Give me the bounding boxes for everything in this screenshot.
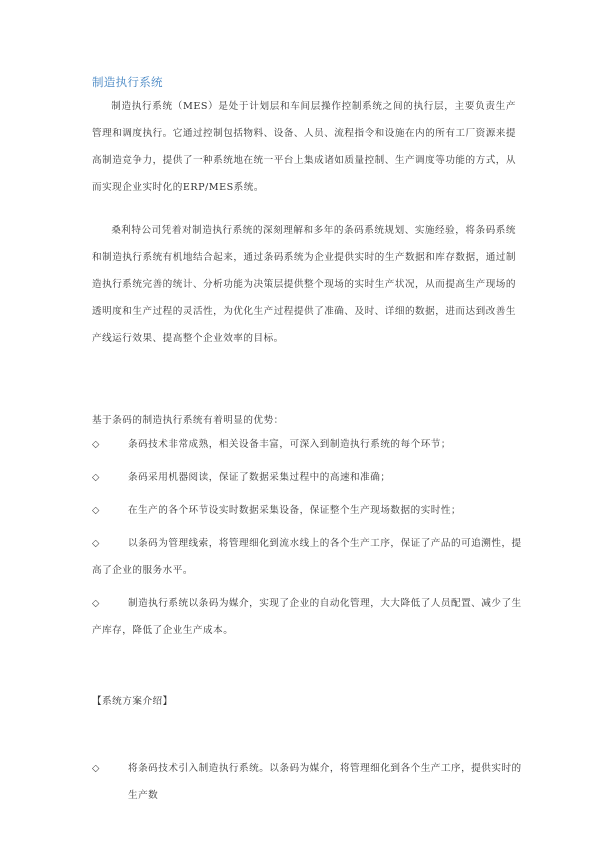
section-heading: 【系统方案介绍】	[92, 696, 173, 707]
advantages-intro: 基于条码的制造执行系统有着明显的优势：	[92, 415, 284, 426]
diamond-bullet-icon: ◇	[92, 763, 100, 774]
diamond-bullet-icon: ◇	[92, 472, 100, 483]
diamond-bullet-icon: ◇	[92, 538, 100, 549]
advantage-text: 条码采用机器阅读，保证了数据采集过程中的高速和准确；	[128, 472, 391, 483]
advantage-text: 条码技术非常成熟，相关设备丰富，可深入到制造执行系统的每个环节；	[128, 439, 451, 450]
advantage-item	[92, 590, 522, 644]
advantage-item	[92, 431, 522, 458]
document-title: 制造执行系统	[92, 75, 163, 89]
advantage-item	[92, 530, 522, 584]
advantage-text: 制造执行系统以条码为媒介，实现了企业的自动化管理，大大降低了人员配置、减少了生产库存，降低了企业生产成本。	[92, 598, 522, 636]
advantages-list	[92, 431, 522, 650]
solution-item	[92, 755, 522, 809]
advantage-text: 在生产的各个环节设实时数据采集设备，保证整个生产现场数据的实时性；	[128, 505, 462, 516]
company-paragraph: 桑利特公司凭着对制造执行系统的深刻理解和多年的条码系统规划、实施经验，将条码系统和制造执行系统有机地结合起来，通过条码系统为企业提供实时的生产数据和库存数据，通过制造执行系统完善的统计、分析功能为决策层提供整个现场的实时生产状况，从而提高生产现场的透明度和生产过程的灵活性，为优化生产过程提供了准确、及时、详细的数据，进而达到改善生产线运行效果、提高整个企业效率的目标。	[92, 225, 516, 344]
diamond-bullet-icon: ◇	[92, 505, 100, 516]
intro-paragraph: 制造执行系统（MES）是处于计划层和车间层操作控制系统之间的执行层，主要负责生产管理和调度执行。它通过控制包括物料、设备、人员、流程指令和设施在内的所有工厂资源来提高制造竞争力，提供了一种系统地在统一平台上集成诸如质量控制、生产调度等功能的方式，从而实现企业实时化的ERP/MES系统。	[92, 101, 516, 193]
diamond-bullet-icon: ◇	[92, 598, 100, 609]
diamond-bullet-icon: ◇	[92, 439, 100, 450]
advantage-item	[92, 464, 522, 491]
advantage-text: 以条码为管理线索，将管理细化到流水线上的各个生产工序，保证了产品的可追溯性，提高了企业的服务水平。	[92, 538, 522, 576]
advantage-item	[92, 497, 522, 524]
solution-text: 将条码技术引入制造执行系统。以条码为媒介，将管理细化到各个生产工序，提供实时的生产数	[128, 763, 522, 801]
